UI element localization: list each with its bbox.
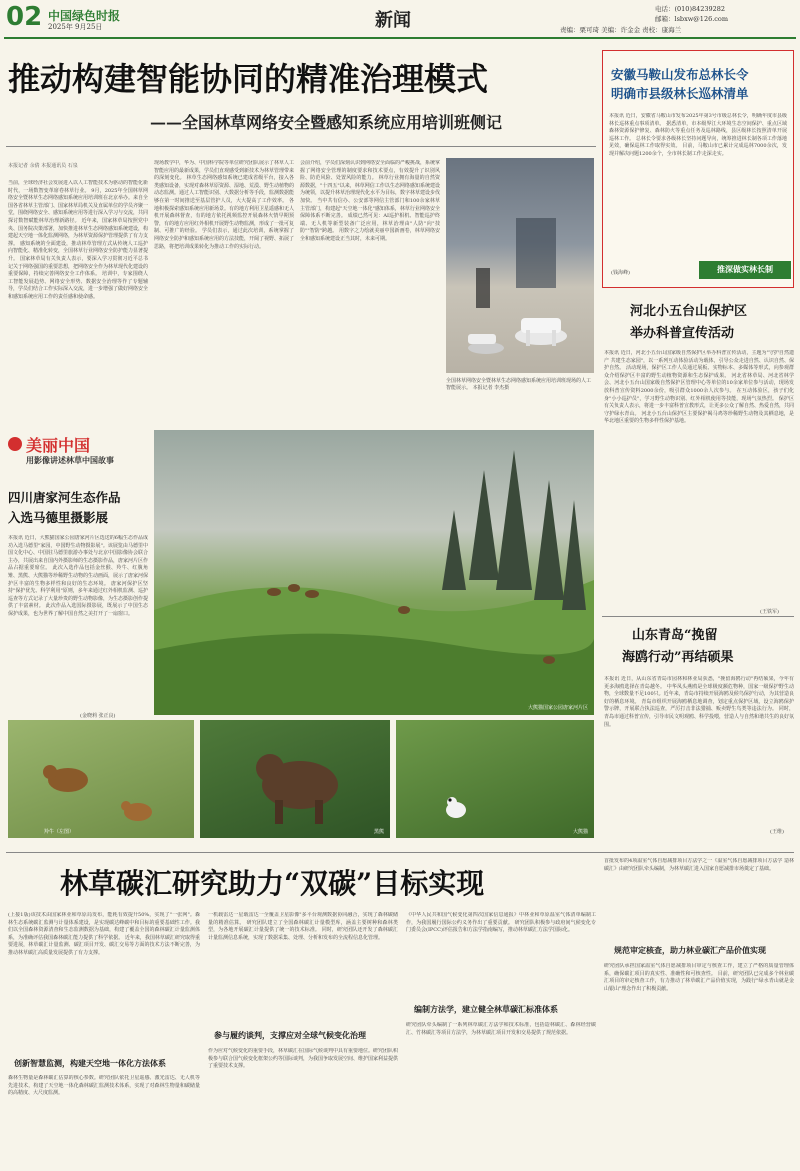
carbon-sub4-body: 研究团队承担国家温室气体自愿减排项目审定与核查工作，建立了严格的质量管理体系，确保碳汇项目的真实性、准确性和可核查性。 目前，研究团队已完成多个林业碳汇项目的审定核查工作，有力推动了林草碳汇产品价值实现，为践行"绿水青山就是金山银山"理念作出了积极贡献。 bbox=[604, 963, 794, 992]
carbon-sub1: 创新智慧监测，构建天空地一体化方法体系 bbox=[14, 1058, 166, 1068]
anhui-title-line2: 明确市县级林长巡林清单 bbox=[611, 86, 749, 101]
lead-col-1: 当前，全球经济社会发展进入以人工智能技术为驱动的智能化新时代，一场数智变革席卷林草行业。 9月，2025年全国林草网络安全暨林草生态网络感知系统应用培训班在北京举办。来自全国各省林草主管部门、国家林草局机关及直属单位的学员齐聚一堂，围绕网络安全、感知系统应用等进行深入学习与交流，共同探讨数智赋能林草治理新路径。 近年来，国家林草局按照党中央、国务院决策部署，加快推进林草生态网络感知系统建设，构建起天空地一体化监测网络，为林草资源保护管理提供了有力支撑。 感知系统的全面建设，推动林草管理方式从传统人工巡护向智能化、精准化转变，全国林草行业网络安全防护能力显著提升。 国家林草局有关负责人表示，要深入学习贯彻习近平总书记关于网络强国的重要思想，把网络安全作为林草现代化建设的重要保障，持续完善网络安全工作体系。 培训中，专家围绕人工智能发展趋势、网络安全形势、数据安全治理等作了专题辅导，学员们结合工作实际深入交流，进一步增强了做好网络安全和感知系统应用工作的责任感和使命感。 bbox=[8, 180, 148, 300]
tangjiahe-title-line1: 四川唐家河生态作品 bbox=[8, 490, 121, 505]
section-title: 新闻 bbox=[375, 10, 411, 31]
anhui-body: 本报讯 近日，安徽省马鞍山市发布2025年第3号市级总林长令，明确年度市县级林长巡林重点事项清单。 据悉清单，市本级界江大环境生态空间保护、重点区域森林资源保护修复、森林防火等重点任务及巡林路线，县区级林长按照清单开展巡林工作。 总林长令要求各级林长坚持问题导向，统筹推进林长制各项工作落地见效，确保巡林工作取得实效。 目前，马鞍山市已累计完成巡林7000余次，发现并解决问题1200余个，全市林长制工作走深走实。 bbox=[609, 113, 787, 157]
hebei-title-line2: 举办科普宣传活动 bbox=[630, 326, 735, 341]
qingdao-title-line2: 海鸥行动”再结硕果 bbox=[622, 650, 734, 665]
badge-text: 推深做实林长制 bbox=[717, 265, 773, 274]
hebei-title-line1: 河北小五台山保护区 bbox=[630, 304, 748, 319]
beautiful-china-label: 美丽中国 bbox=[26, 436, 91, 455]
beautiful-china-tagline: 用影像讲述林草中国故事 bbox=[26, 456, 114, 465]
carbon-col-3: 《中华人民共和国气候变化第四次国家信息通报》中林业和草原温室气体清单编制工作，为我国履行国际公约义务作出了重要贡献。 研究团队积极参与政府间气候变化专门委员会(IPCC)评估报告和方法学指南编写，推动林草碳汇方法学国际化。 bbox=[406, 912, 596, 934]
lead-col-3: 会前介绍，学员们深刻认识到网络安全面临的严峻挑战，系统掌握了网络安全管理的制度要求和技术要点，有效提升了识别风险、防范风险、处置风险的能力。 林草行业拥有海量的自然资源数据，"十四五"以来，林草网信工作以生态网络感知系统建设为统领，以提升林草治理现代化水平为目标，数字林草建设步伐加快。 当中共有信办、公安部等网信主管部门和100余家林草主管部门，构建起"天空地一体化"感知体系，林草行业网络安全保障体系不断完善。 成绩已然可见：AI巡护相机、智能巡护终端、无人机等新型装备广泛应用，林草治理由"人防"向"技防""智防"跨越。 用数字之力绘就美丽中国新画卷，林草网络安全和感知系统建设正当其时，未来可期。 bbox=[300, 160, 440, 242]
robot-dog-illustration bbox=[446, 158, 594, 373]
small-photo-caption-1: 羚牛（左图） bbox=[44, 829, 75, 835]
lead-photo bbox=[446, 158, 594, 373]
lead-col-2: 现场教学中，华为、中国科学院等单位研究团队展示了林草人工智能应用的最新成果，学员们直观感受到新技术为林草管理带来的深刻变化。 林草生态网络感知系统已建成省级平台，接入各类感知设备，实现对森林草原资源、湿地、荒漠、野生动植物的动态监测。通过人工智能识别、大数据分析等手段，监测数据能够在第一时间推送至基层管护人员，大大提高了工作效率。 各地积极探索感知系统应用新场景。有的地方利用卫星遥感和无人机开展森林督查，有的地方依托视频监控开展森林火情早期预警，有的地方应用红外相机开展野生动物监测，形成了一批可复制、可推广的经验。 学员们表示，通过此次培训，系统掌握了网络安全防护和感知系统应用的方法技能，开阔了视野、拓展了思路，将把培训成果转化为推动工作的实际行动。 bbox=[154, 160, 294, 250]
beautiful-china-banner bbox=[8, 433, 148, 473]
hebei-reporter: (王铁军) bbox=[760, 609, 779, 615]
carbon-sub2-body: 作为应对气候变化的重要手段，林草碳汇在国际气候谈判中具有重要地位。研究团队积极参与联合国气候变化框架公约等国际谈判，为我国争取发展空间、维护国家利益提供了重要技术支撑。 bbox=[208, 1048, 398, 1070]
carbon-col-4: 首批发布的4项温室气体自愿减排项目方法学之一《温室气体自愿减排项目方法学 造林碳汇》由研究团队牵头编制，为林草碳汇进入国家自愿减排市场奠定了基础。 bbox=[604, 858, 794, 872]
carbon-title: 林草碳汇研究助力“双碳”目标实现 bbox=[60, 867, 485, 900]
qingdao-body: 本报讯 近日，从山东省青岛市园林和林业局获悉，"挽留海鸥行动"再结硕果，今年有更多海鸥选择在青岛越冬。 中华凤头燕鸥是全球极度濒危物种，国家一级保护野生动物，全球数量不足100只。近年来，青岛市持续开展海鸥及候鸟保护行动，为其营造良好的栖息环境。 青岛市组织开展海鸥栖息地调查，划定重点保护区域，设立海鸥保护警示牌，开展联合执法巡查，严厉打击非法猎捕、贩卖野生鸟类等违法行为。 同时，青岛市通过科普宣传，引导市民文明观鸥、科学投喂，营造人与自然和谐共生的良好氛围。 bbox=[604, 676, 794, 728]
carbon-sub3-body: 研究团队牵头编制了一系列林草碳汇方法学和技术标准，包括造林碳汇、森林经营碳汇、竹林碳汇等项目方法学，为林草碳汇项目开发和交易提供了规范依据。 bbox=[406, 1022, 596, 1036]
landscape-illustration bbox=[154, 430, 594, 715]
carbon-sub1-body: 森林生物量是森林碳汇估算的核心参数。研究团队依托卫星遥感、激光雷达、无人机等先进技术，构建了天空地一体化森林碳汇监测技术体系，实现了对森林生物量和碳储量的高精度、大尺度监测。 bbox=[8, 1075, 200, 1097]
contact-tel: 电话：(010)84239282 bbox=[655, 5, 726, 13]
anhui-reporter: (钱海峰) bbox=[611, 270, 630, 276]
hebei-body: 本报讯 近日，河北小五台山国家级自然保护区举办科普宣传活动，主题为"守护自然遗产 共建生态家园"，以一系列互动体验活动为载体，引导公众走进自然、认识自然、保护自然。 活动现场，保护区工作人员通过展板、实物标本、多媒体等形式，向参观群众介绍保护区丰富的野生动植物资源和生态保护成果。 河北省林草局、河北省林学会、河北小五台山国家级自然保护区管理中心等单位的10余家单位参与活动，现场发放科普宣传资料2000余份，吸引群众1000余人次参与。 在互动体验区，孩子们化身"小小巡护员"，学习野生动物识别、红外相机使用等技能，现场气氛热烈。 保护区有关负责人表示，将进一步丰富科普宣教形式，让更多公众了解自然、热爱自然，共同守护绿水青山。 河北小五台山保护区主要保护褐马鸡等珍稀野生动物及其栖息地，是华北地区重要的生物多样性保护基地。 bbox=[604, 350, 794, 425]
landscape-caption: 大熊猫国家公园唐家河片区 bbox=[527, 705, 588, 711]
linzhang-badge bbox=[699, 261, 791, 279]
carbon-intro: (上接1版)该技术由国家林业和草原局发布，能耗有效提升50%，实现了"一张网"。森林生态系统碳汇监测与计量体系建设，是实现碳达峰碳中和目标的重要基础性工作。我们以全国森林资源清查和生态监测数据为基础，构建了覆盖全国的森林碳汇计量监测体系，为准确评估我国森林碳汇能力提供了科学依据。 近年来，我国林草碳汇研究取得重要进展，林草碳汇计量监测、碳汇项目开发、碳汇交易等方面的技术方法不断完善，为推动林草碳汇高质量发展提供了有力支撑。 bbox=[8, 912, 200, 956]
qingdao-title-line1: 山东青岛“挽留 bbox=[632, 628, 718, 643]
anhui-title-line1: 安徽马鞍山发布总林长令 bbox=[611, 67, 749, 82]
small-photo-caption-3: 大熊猫 bbox=[572, 829, 588, 835]
bear-photo bbox=[200, 720, 390, 838]
takin-photo-left bbox=[8, 720, 194, 838]
tangjiahe-body: 本报讯 近日，大熊猫国家公园唐家河片区选送的6幅生态作品成功入选马德里"家园，中国野生动物摄影展"。该展览由马德里中国文化中心、中国驻马德里旅游办事处与北京中国影像协会联合主办，共展出来自国内外摄影师的生态摄影作品，唐家河片区作品占据重要席位。 此次入选作品包括金丝猴、羚牛、红腹角雉、黑熊、大熊猫等珍稀野生动物的生动画面，展示了唐家河保护区丰富的生物多样性和良好的生态环境。 唐家河保护区坚持"保护优先、科学利用"原则，多年来通过红外相机监测、巡护巡查等方式记录了大量珍贵的野生动物影像，为生态摄影创作提供了丰富素材。 此次作品入选国际摄影展，既展示了中国生态保护成果，也为世界了解中国自然之美打开了一扇窗口。 bbox=[8, 535, 148, 617]
contact-email: 邮箱：lsbxw@126.com bbox=[655, 15, 728, 23]
carbon-sub4: 规范审定核查，助力林业碳汇产品价值实现 bbox=[614, 945, 766, 955]
issue-date: 2025年 9月25日 bbox=[48, 23, 103, 31]
lead-title: 推动构建智能协同的精准治理模式 bbox=[8, 60, 489, 98]
takin-illustration bbox=[8, 720, 194, 838]
carbon-col-2: 一机载雷达一星载雷达一全覆盖卫星影像"多平台观测数据协同融合，实现了森林碳储量的精准估算。 研究团队建立了全国森林碳汇计量模型库，涵盖主要树种和森林类型，为各地开展碳汇计量提供了统一的技术标准。 同时，研究团队还开发了森林碳汇计量监测信息系统，实现了数据采集、处理、分析和发布的全流程信息化管理。 bbox=[208, 912, 398, 941]
lead-subtitle: ——全国林草网络安全暨感知系统应用培训班侧记 bbox=[150, 113, 503, 132]
carbon-sub3: 编制方法学，建立健全林草碳汇标准体系 bbox=[414, 1004, 558, 1014]
panda-illustration bbox=[396, 720, 594, 838]
bear-illustration bbox=[200, 720, 390, 838]
carbon-sub2: 参与履约谈判，支撑应对全球气候变化治理 bbox=[214, 1030, 366, 1040]
lead-photo-caption: 全国林草网络安全暨林草生态网络感知系统应用培训班现场的人工智能展示。 本报记者 李杰摄 bbox=[446, 378, 592, 391]
paper-name: 中国绿色时报 bbox=[48, 9, 121, 23]
small-photo-caption-2: 黑熊 bbox=[373, 829, 384, 835]
flower-icon bbox=[8, 437, 22, 451]
panda-photo bbox=[396, 720, 594, 838]
editor-credits: 责编：栗可琦 美编：许金金 责校：康海兰 bbox=[560, 26, 682, 34]
anhui-box bbox=[602, 50, 794, 288]
masthead bbox=[0, 0, 800, 38]
lead-byline: 本报记者 余倩 本报通讯员 石泉 bbox=[8, 163, 78, 169]
page-number: 02 bbox=[6, 2, 43, 32]
takin-landscape-photo bbox=[154, 430, 594, 715]
tangjiahe-title-line2: 入选马德里摄影展 bbox=[8, 510, 109, 525]
tangjiahe-reporter: (金晓莉 张正良) bbox=[80, 713, 116, 719]
qingdao-reporter: (王维) bbox=[770, 829, 784, 835]
